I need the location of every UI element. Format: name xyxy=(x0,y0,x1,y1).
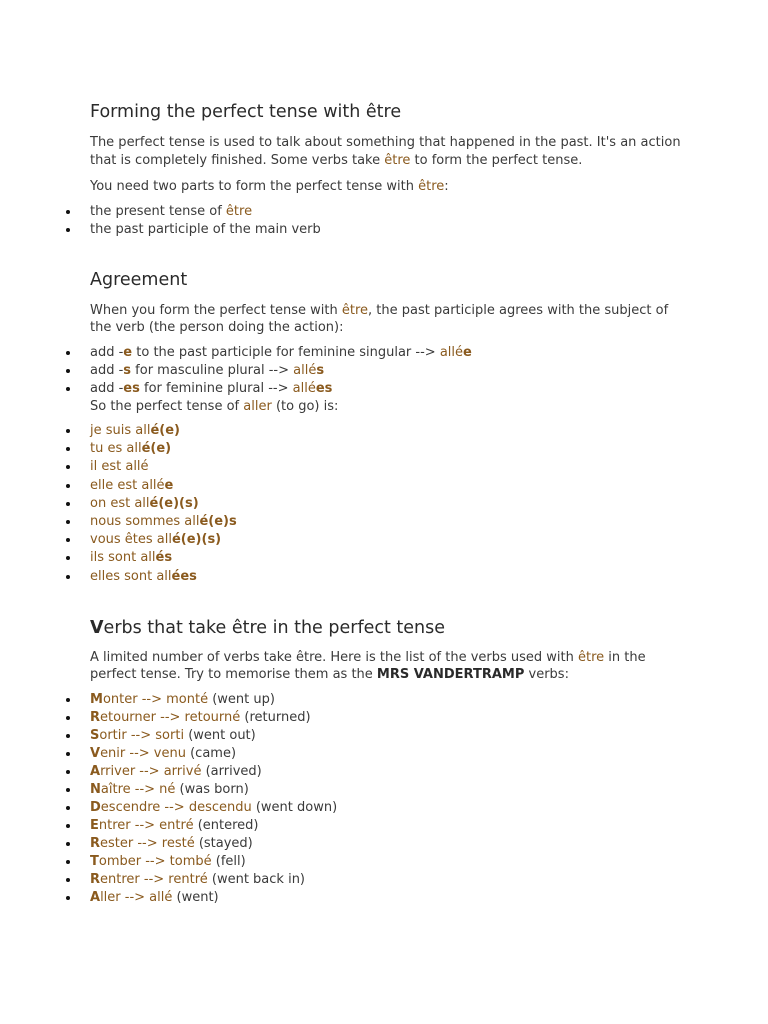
verb-initial: E xyxy=(90,817,99,833)
rule-stem: allé xyxy=(292,380,316,396)
parts-list xyxy=(90,203,690,239)
etre-term: être xyxy=(225,203,253,219)
article-content xyxy=(90,100,690,907)
list-item xyxy=(90,458,690,476)
text-run: You need two parts to form the perfect tense with xyxy=(90,179,419,194)
conj-stem: elles sont all xyxy=(90,568,172,584)
text-run: , the past participle agrees with the subject of the verb (the person doing the action): xyxy=(90,302,669,335)
verb-rest: enir --> xyxy=(100,745,154,761)
verb-initial: M xyxy=(90,691,103,707)
text-run: verbs: xyxy=(524,667,569,683)
list-item xyxy=(90,221,690,239)
rule-stem-ending: es xyxy=(315,380,333,396)
two-parts-paragraph xyxy=(90,178,690,196)
rule-ending: s xyxy=(123,362,132,378)
list-item xyxy=(90,422,690,440)
list-item xyxy=(90,440,690,458)
list-item xyxy=(90,853,690,871)
list-item xyxy=(90,568,690,586)
list-item xyxy=(90,203,690,221)
intro-paragraph xyxy=(90,134,690,169)
item-text: the present tense of xyxy=(90,203,226,219)
conj-stem: ils sont all xyxy=(90,550,156,566)
rule-ending: es xyxy=(123,380,140,396)
verb-rest: rriver --> xyxy=(100,763,164,779)
rule-stem-ending: e xyxy=(463,344,472,360)
rule-desc: for masculine plural --> xyxy=(131,362,294,378)
verb-participle: entré xyxy=(159,817,194,833)
text-run: (to go) is: xyxy=(271,398,339,414)
etre-term: être xyxy=(384,152,411,168)
etre-term: être xyxy=(578,649,605,665)
conj-stem: vous êtes all xyxy=(90,532,172,548)
verb-meaning: (arrived) xyxy=(201,763,262,779)
verb-participle: venu xyxy=(153,745,186,761)
verb-participle: retourné xyxy=(184,709,241,725)
conj-ending: é(e)(s) xyxy=(171,532,222,548)
list-item xyxy=(90,549,690,567)
rule-desc: for feminine plural --> xyxy=(139,380,293,396)
verb-initial: A xyxy=(90,763,101,779)
rule-stem: allé xyxy=(293,362,317,378)
title-rest: erbs that take être in the perfect tense xyxy=(103,617,446,638)
list-item xyxy=(90,495,690,513)
item-text: the past participle of the main verb xyxy=(90,221,321,237)
list-item xyxy=(90,531,690,549)
aller-term: aller xyxy=(243,398,272,414)
rule-add: add - xyxy=(90,344,124,360)
verb-meaning: (returned) xyxy=(240,709,311,725)
verb-initial: T xyxy=(90,853,99,869)
conj-stem: on est all xyxy=(90,495,150,511)
agreement-paragraph xyxy=(90,302,690,337)
list-item xyxy=(90,871,690,889)
conj-ending: é(e) xyxy=(150,423,180,438)
verb-rest: etourner --> xyxy=(100,709,185,725)
conj-ending: é(e)(s) xyxy=(149,495,199,511)
conj-stem: tu es all xyxy=(90,441,142,457)
text-run: So the perfect tense of xyxy=(90,398,244,414)
section-title-verbs xyxy=(90,616,690,640)
rule-ending: e xyxy=(123,344,133,360)
list-item xyxy=(90,763,690,781)
verb-meaning: (went back in) xyxy=(207,871,306,887)
conjugation-list xyxy=(90,422,690,586)
list-item xyxy=(90,691,690,709)
verb-initial: R xyxy=(90,835,101,851)
list-item xyxy=(90,745,690,763)
list-item xyxy=(90,727,690,745)
verb-meaning: (went down) xyxy=(251,799,338,815)
verb-rest: omber --> xyxy=(98,853,170,869)
etre-term: être xyxy=(341,302,369,318)
text-run: When you form the perfect tense with xyxy=(90,302,342,318)
conj-stem: elle est allé xyxy=(90,477,165,493)
verb-meaning: (was born) xyxy=(175,781,249,797)
verb-meaning: (fell) xyxy=(211,853,246,869)
verb-initial: V xyxy=(90,745,101,761)
verb-participle: descendu xyxy=(188,799,252,815)
verbs-list xyxy=(90,691,690,907)
verb-participle: arrivé xyxy=(163,763,202,779)
text-run: The perfect tense is used to talk about something that happened in the past. It's an action that is completely finished. Some verbs take xyxy=(90,135,681,168)
list-item xyxy=(90,362,690,380)
list-item xyxy=(90,835,690,853)
list-item xyxy=(90,380,690,398)
conj-stem: il est allé xyxy=(90,459,149,475)
title-initial: V xyxy=(90,617,104,638)
verb-rest: ller --> xyxy=(100,889,150,905)
text-run: : xyxy=(444,179,449,194)
verb-rest: onter --> xyxy=(102,691,167,707)
rule-stem-ending: s xyxy=(316,362,325,378)
list-item xyxy=(90,709,690,727)
section-title-forming: Forming the perfect tense with être xyxy=(90,102,402,122)
agreement-rules-list xyxy=(90,344,690,398)
verb-rest: entrer --> xyxy=(100,871,169,887)
conj-stem: nous sommes all xyxy=(90,513,200,529)
verb-participle: né xyxy=(159,781,176,797)
verb-participle: allé xyxy=(149,889,173,905)
verb-rest: aître --> xyxy=(100,781,160,797)
verb-participle: sorti xyxy=(155,727,185,743)
verb-meaning: (came) xyxy=(185,745,237,761)
etre-term: être xyxy=(418,179,445,194)
verb-initial: S xyxy=(90,727,100,743)
list-item xyxy=(90,513,690,531)
list-item xyxy=(90,889,690,907)
verb-meaning: (went up) xyxy=(208,691,275,707)
list-item xyxy=(90,477,690,495)
conj-ending: é(e)s xyxy=(199,513,237,529)
verb-rest: ortir --> xyxy=(99,727,156,743)
text-run: in the perfect tense. Try to memorise them as the xyxy=(90,649,646,683)
rule-stem: allé xyxy=(439,344,464,360)
verb-meaning: (went) xyxy=(172,889,219,905)
section-title-agreement: Agreement xyxy=(90,269,188,290)
list-item xyxy=(90,799,690,817)
verb-initial: A xyxy=(90,889,101,905)
rule-desc: to the past participle for feminine singular --> xyxy=(132,344,440,360)
verb-initial: D xyxy=(90,799,101,815)
mnemonic-term: MRS VANDERTRAMP xyxy=(376,667,525,683)
conj-ending: é(e) xyxy=(141,441,172,457)
list-item xyxy=(90,344,690,362)
text-run: to form the perfect tense. xyxy=(410,152,583,168)
conj-ending: ées xyxy=(171,568,197,584)
verb-rest: escendre --> xyxy=(100,799,189,815)
verb-participle: monté xyxy=(166,691,209,707)
rule-add: add - xyxy=(90,380,124,396)
list-item xyxy=(90,781,690,799)
list-item xyxy=(90,817,690,835)
verb-participle: tombé xyxy=(169,853,212,869)
conj-stem: je suis all xyxy=(90,423,151,438)
verb-meaning: (stayed) xyxy=(194,835,253,851)
verb-rest: ntrer --> xyxy=(98,817,160,833)
verb-meaning: (went out) xyxy=(184,727,256,743)
verbs-paragraph xyxy=(90,649,690,684)
text-run: A limited number of verbs take être. Here is the list of the verbs used with xyxy=(90,649,579,665)
verb-rest: ester --> xyxy=(100,835,162,851)
verb-participle: resté xyxy=(161,835,195,851)
verb-initial: R xyxy=(90,709,101,725)
verb-initial: R xyxy=(90,871,101,887)
conj-ending: és xyxy=(155,550,173,566)
verb-meaning: (entered) xyxy=(193,817,259,833)
aller-paragraph xyxy=(90,398,690,416)
verb-initial: N xyxy=(90,781,101,797)
verb-participle: rentré xyxy=(168,871,208,887)
rule-add: add - xyxy=(90,362,124,378)
conj-ending: e xyxy=(164,477,174,493)
